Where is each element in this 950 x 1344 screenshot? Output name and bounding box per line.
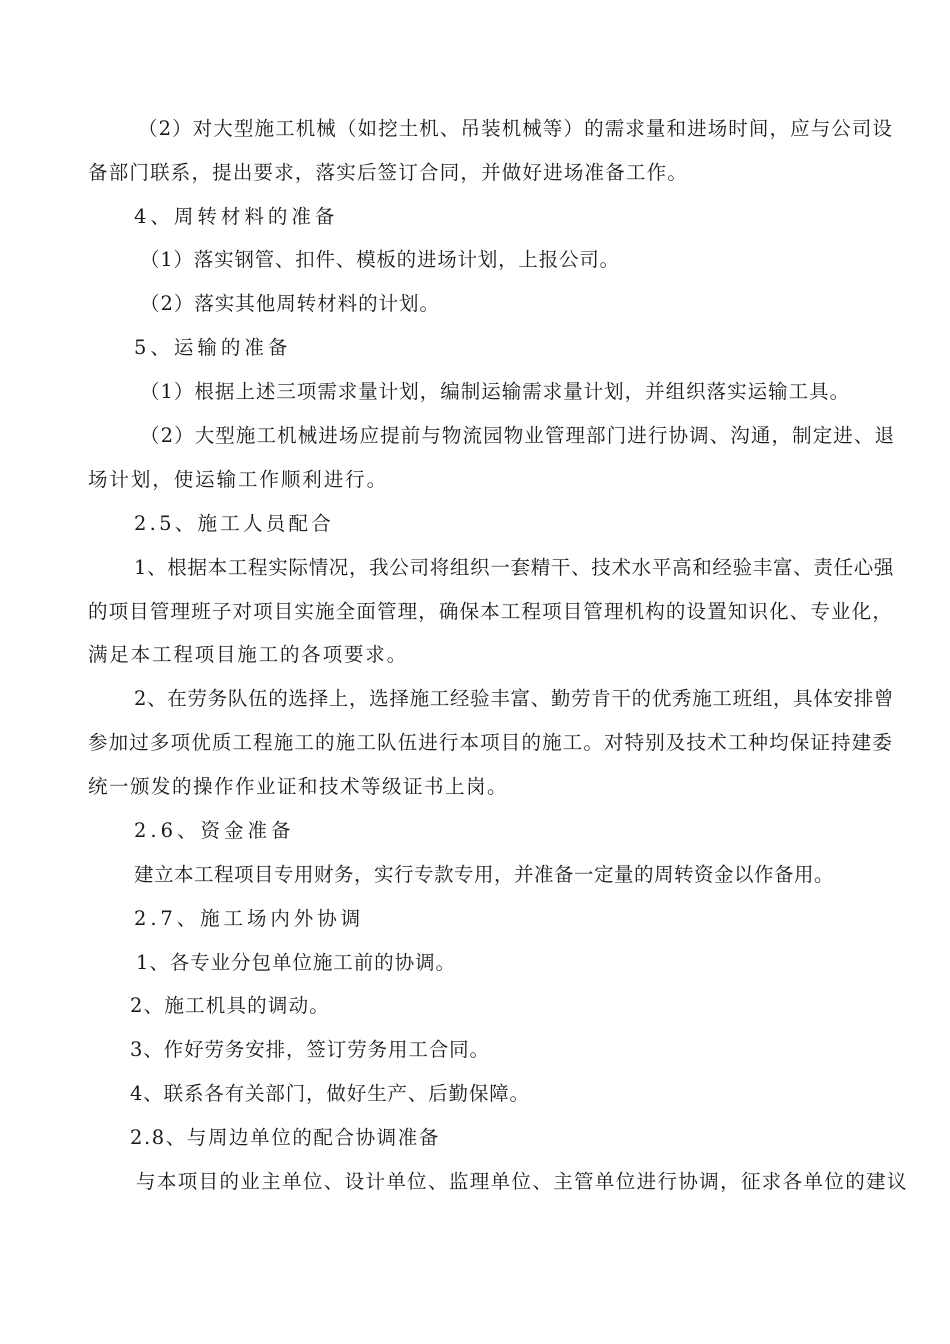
section-heading: 5、运输的准备 — [134, 336, 292, 359]
text-line: 与本项目的业主单位、设计单位、监理单位、主管单位进行协调，征求各单位的建议 — [136, 1170, 908, 1193]
text-line: 建立本工程项目专用财务，实行专款专用，并准备一定量的周转资金以作备用。 — [134, 863, 835, 886]
text-line: 的项目管理班子对项目实施全面管理，确保本工程项目管理机构的设置知识化、专业化， — [88, 600, 893, 623]
section-heading: 2.6、资金准备 — [134, 819, 295, 842]
text-line: （1）落实钢管、扣件、模板的进场计划，上报公司。 — [140, 248, 620, 271]
text-line: 2、施工机具的调动。 — [130, 994, 331, 1017]
text-line: 1、根据本工程实际情况，我公司将组织一套精干、技术水平高和经验丰富、责任心强 — [134, 556, 895, 579]
text-line: 统一颁发的操作作业证和技术等级证书上岗。 — [88, 775, 509, 798]
section-heading: 2.8、与周边单位的配合协调准备 — [130, 1126, 440, 1149]
text-line: （2）落实其他周转材料的计划。 — [140, 292, 440, 315]
text-line: 参加过多项优质工程施工的施工队伍进行本项目的施工。对特别及技术工种均保证持建委 — [88, 731, 893, 754]
text-line: 3、作好劳务安排，签订劳务用工合同。 — [130, 1038, 490, 1061]
text-line: （1）根据上述三项需求量计划，编制运输需求量计划，并组织落实运输工具。 — [140, 380, 851, 403]
section-heading: 2.5、施工人员配合 — [134, 512, 335, 535]
text-line: 场计划，使运输工作顺利进行。 — [88, 468, 389, 491]
text-line: （2）对大型施工机械（如挖土机、吊装机械等）的需求量和进场时间，应与公司设 — [138, 117, 894, 140]
section-heading: 2.7、施工场内外协调 — [134, 907, 365, 930]
text-line: 4、联系各有关部门，做好生产、后勤保障。 — [130, 1082, 530, 1105]
text-line: 备部门联系，提出要求，落实后签订合同，并做好进场准备工作。 — [88, 161, 689, 184]
text-line: 满足本工程项目施工的各项要求。 — [88, 643, 408, 666]
text-line: 1、各专业分包单位施工前的协调。 — [136, 951, 456, 974]
text-line: 2、在劳务队伍的选择上，选择施工经验丰富、勤劳肯干的优秀施工班组，具体安排曾 — [134, 687, 895, 710]
text-line: （2）大型施工机械进场应提前与物流园物业管理部门进行协调、沟通，制定进、退 — [140, 424, 896, 447]
section-heading: 4、周转材料的准备 — [134, 205, 339, 228]
